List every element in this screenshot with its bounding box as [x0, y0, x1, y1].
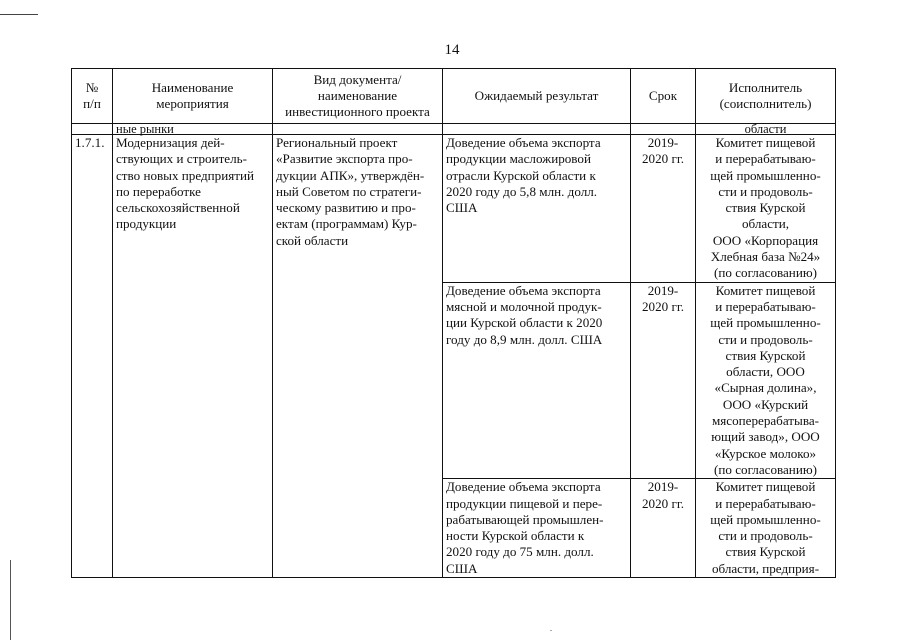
result-cell: Доведение объема экспорта мясной и молочной продук- ции Курской области к 2020 году до 8,9 млн. долл. США: [443, 282, 631, 479]
item-number: 1.7.1.: [72, 135, 113, 578]
header-document-type: Вид документа/ наименование инвестиционного проекта: [273, 69, 443, 124]
continuation-result-cell: [443, 124, 631, 135]
continuation-executor-cell: области: [696, 124, 836, 135]
header-measure-name: Наименование мероприятия: [113, 69, 273, 124]
executor-cell: Комитет пищевой и перерабатываю- щей промышленно- сти и продоволь- ствия Курской области, ООО «Сырная долина», ООО «Курский мясоперерабатыва- ющий завод», ООО «Курское молоко» (по согласованию): [696, 282, 836, 479]
continuation-number-cell: [72, 124, 113, 135]
executor-cell: Комитет пищевой и перерабатываю- щей промышленно- сти и продоволь- ствия Курской области, предприя-: [696, 479, 836, 578]
header-number: № п/п: [72, 69, 113, 124]
scan-artifact-edge: [10, 560, 11, 640]
measures-table: [71, 68, 836, 578]
result-cell: Доведение объема экспорта продукции масложировой отрасли Курской области к 2020 году до 5,8 млн. долл. США: [443, 135, 631, 283]
item-measure-name: Модернизация дей- ствующих и строитель- ство новых предприятий по переработке сельскохозяйственной продукции: [113, 135, 273, 578]
term-cell: 2019- 2020 гг.: [631, 479, 696, 578]
term-cell: 2019- 2020 гг.: [631, 282, 696, 479]
continuation-row: [72, 124, 836, 135]
header-executor: Исполнитель (соисполнитель): [696, 69, 836, 124]
result-cell: Доведение объема экспорта продукции пищевой и пере- рабатывающей промышлен- ности Курской области к 2020 году до 75 млн. долл. США: [443, 479, 631, 578]
executor-cell: Комитет пищевой и перерабатываю- щей промышленно- сти и продоволь- ствия Курской области, ООО «Корпорация Хлебная база №24» (по согласованию): [696, 135, 836, 283]
table-row: [72, 135, 836, 283]
continuation-document-cell: [273, 124, 443, 135]
term-cell: 2019- 2020 гг.: [631, 135, 696, 283]
header-term: Срок: [631, 69, 696, 124]
continuation-name-cell: ные рынки: [113, 124, 273, 135]
scan-artifact-dot: [550, 630, 552, 631]
continuation-term-cell: [631, 124, 696, 135]
header-expected-result: Ожидаемый результат: [443, 69, 631, 124]
scan-artifact-line: [0, 14, 38, 15]
table-header-row: [72, 69, 836, 124]
page-number: 14: [444, 42, 460, 58]
item-document: Региональный проект «Развитие экспорта про- дукции АПК», утверждён- ный Советом по стратеги- ческому развитию и про- ектам (программам) Кур- ской области: [273, 135, 443, 578]
